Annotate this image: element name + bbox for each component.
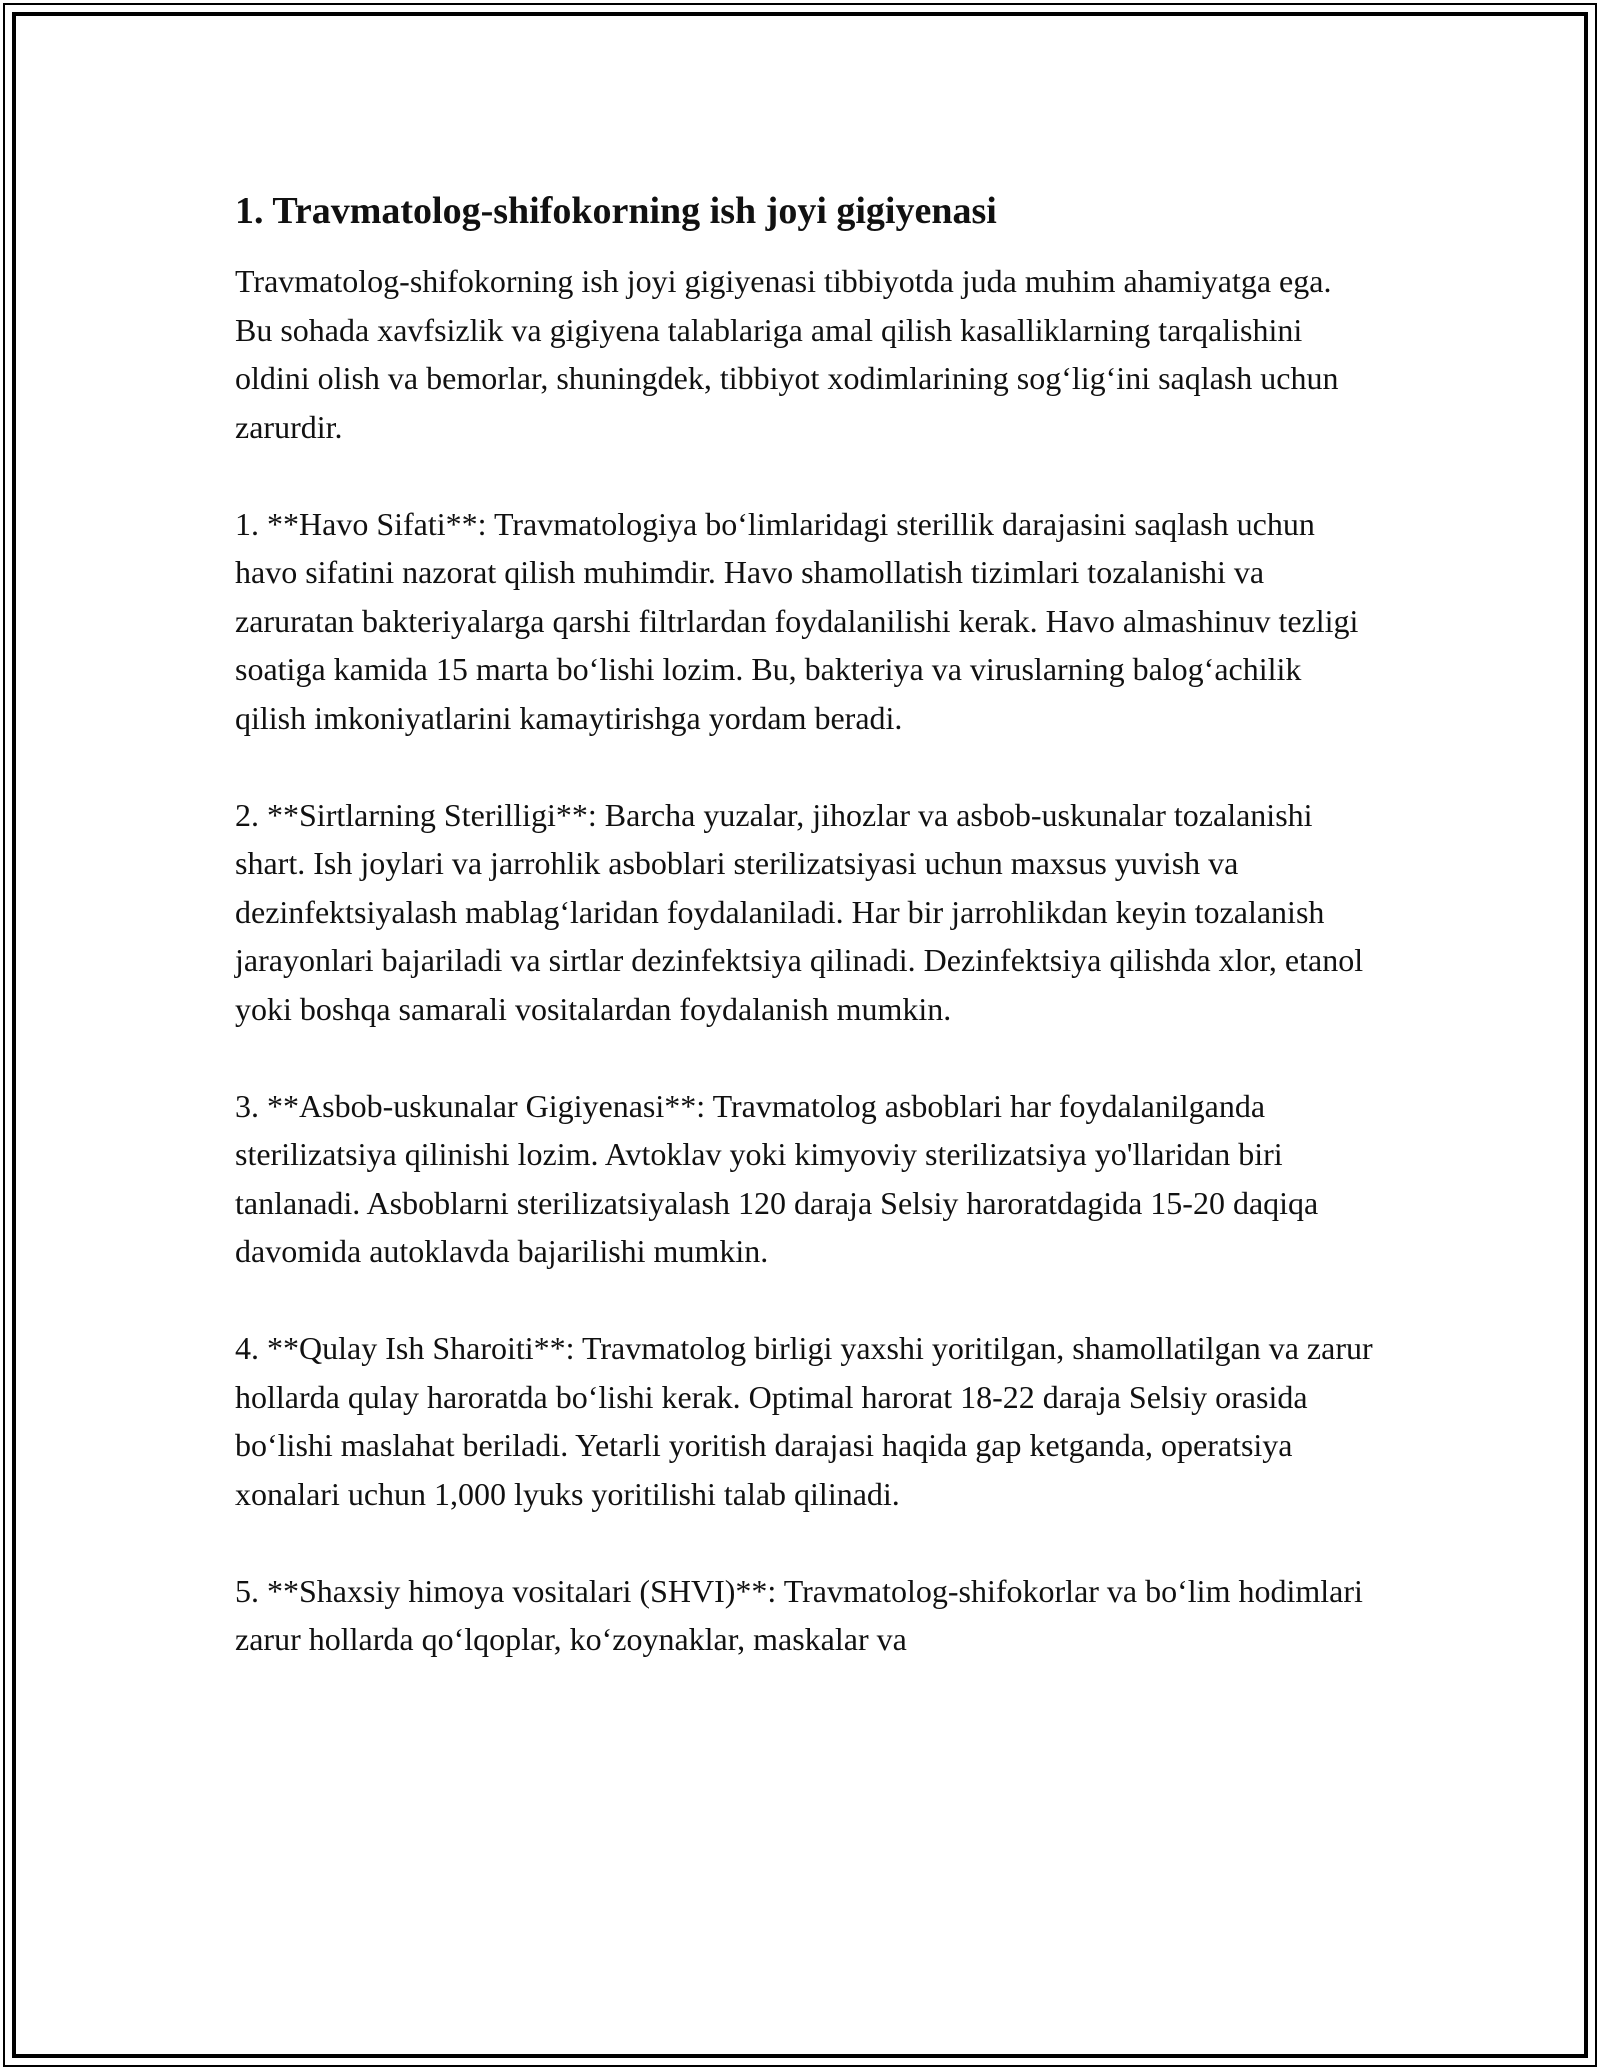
air-quality-paragraph: 1. **Havo Sifati**: Travmatologiya bo‘limlaridagi sterillik darajasini saqlash uchun havo sifatini nazorat qilish muhimdir. Havo shamollatish tizimlari tozalanishi va zaruratan bakteriyalarga qarshi filtrlardan foydalanilishi kerak. Havo almashinuv tezligi soatiga kamida 15 marta bo‘lishi lozim. Bu, bakteriya va viruslarning balog‘achilik qilish imkoniyatlarini kamaytirishga yordam beradi.	[235, 505, 1359, 736]
work-conditions-paragraph: 4. **Qulay Ish Sharoiti**: Travmatolog birligi yaxshi yoritilgan, shamollatilgan va zarur hollarda qulay haroratda bo‘lishi kerak. Optimal harorat 18-22 daraja Selsiy orasida bo‘lishi maslahat beriladi. Yetarli yoritish darajasi haqida gap ketganda, operatsiya xonalari uchun 1,000 lyuks yoritilishi talab qilinadi.	[235, 1330, 1373, 1512]
ppe-paragraph: 5. **Shaxsiy himoya vositalari (SHVI)**: Travmatolog-shifokorlar va bo‘lim hodimlari zarur hollarda qo‘lqoplar, ko‘zoynaklar, maskalar va	[235, 1572, 1363, 1657]
document-body	[235, 185, 1375, 1712]
equipment-hygiene-paragraph: 3. **Asbob-uskunalar Gigiyenasi**: Travmatolog asboblari har foydalanilganda sterilizatsiya qilinishi lozim. Avtoklav yoki kimyoviy sterilizatsiya yo'llaridan biri tanlanadi. Asboblarni sterilizatsiyalash 120 daraja Selsiy haroratdagida 15-20 daqiqa davomida autoklavda bajarilishi mumkin.	[235, 1087, 1319, 1269]
surface-sterility-paragraph: 2. **Sirtlarning Sterilligi**: Barcha yuzalar, jihozlar va asbob-uskunalar tozalanishi shart. Ish joylari va jarrohlik asboblari sterilizatsiyasi uchun maxsus yuvish va dezinfektsiyalash mablag‘laridan foydalaniladi. Har bir jarrohlikdan keyin tozalanish jarayonlari bajariladi va sirtlar dezinfektsiya qilinadi. Dezinfektsiya qilishda xlor, etanol yoki boshqa samarali vositalardan foydalanish mumkin.	[235, 796, 1364, 1027]
intro-paragraph: Travmatolog-shifokorning ish joyi gigiyenasi tibbiyotda juda muhim ahamiyatga ega. Bu sohada xavfsizlik va gigiyena talablariga amal qilish kasalliklarning tarqalishini oldini olish va bemorlar, shuningdek, tibbiyot xodimlarining sog‘lig‘ini saqlash uchun zarurdir.	[235, 263, 1339, 445]
section-heading: 1. Travmatolog-shifokorning ish joyi gigiyenasi	[235, 190, 997, 232]
